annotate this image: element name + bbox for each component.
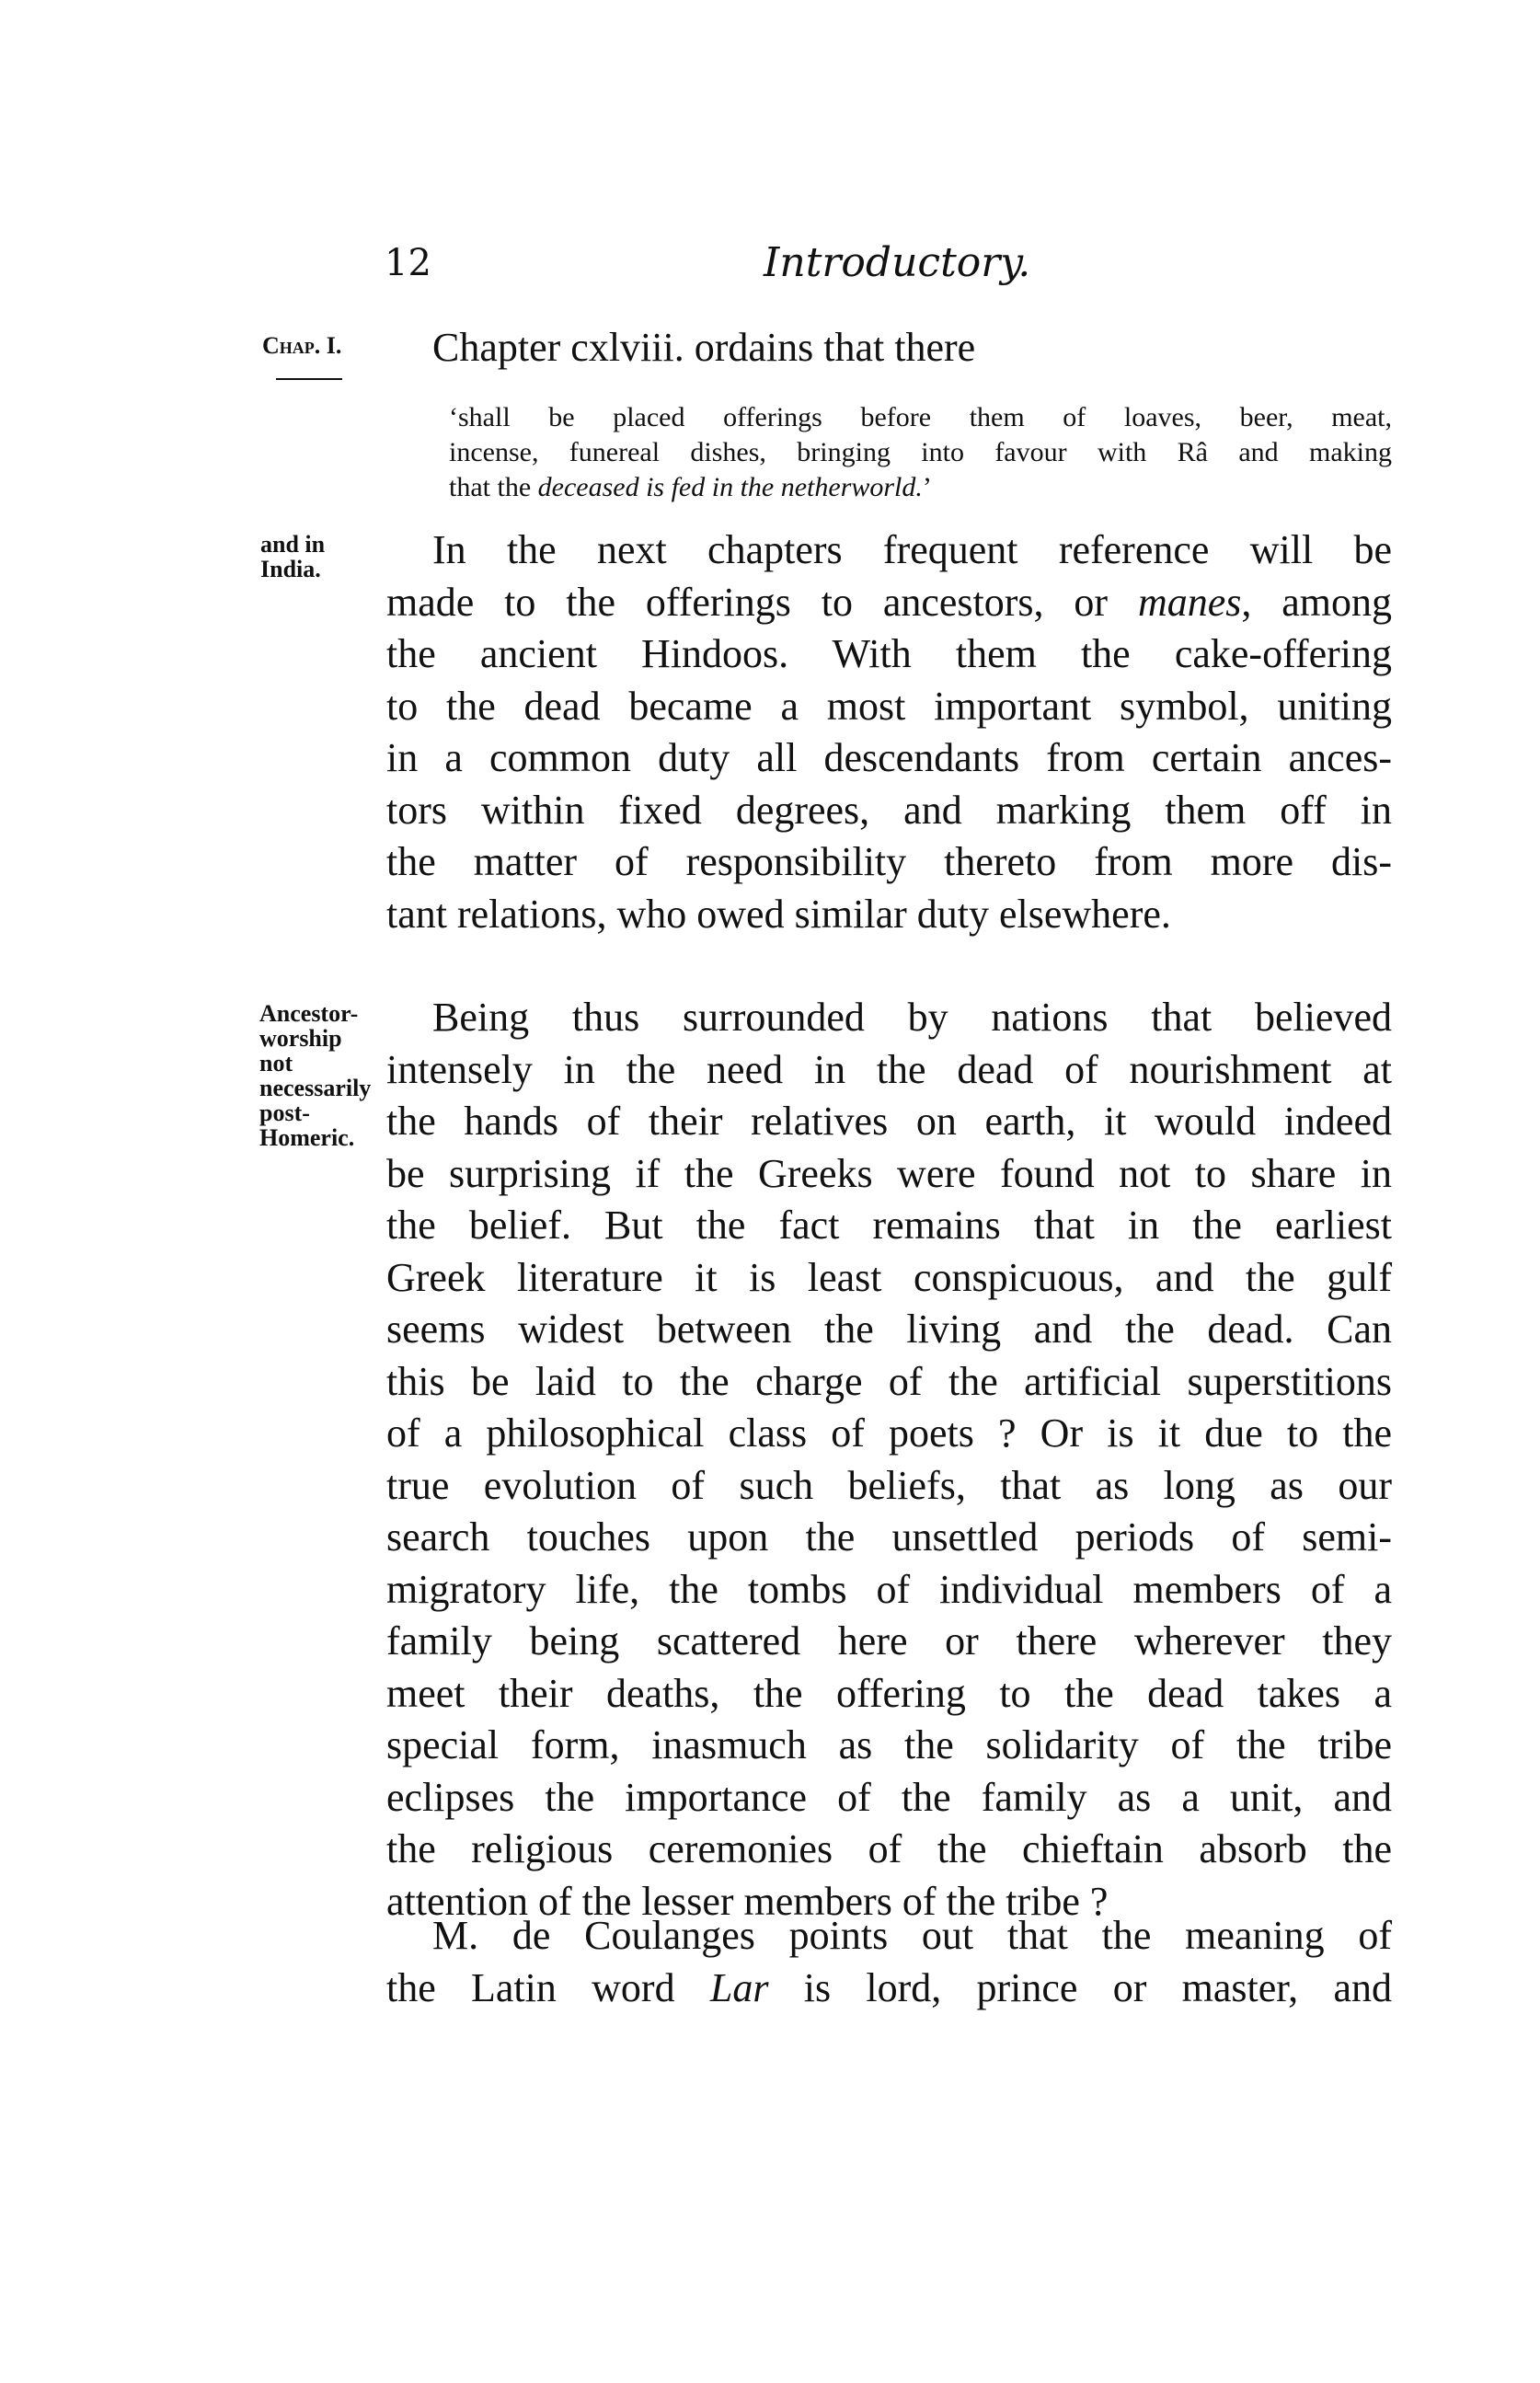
quote-text: that the xyxy=(449,472,538,502)
italic-text: manes xyxy=(1137,579,1242,625)
text-line: in a common duty all descendants from certain ances- xyxy=(386,735,1392,780)
running-head xyxy=(0,236,1540,291)
text-line: eclipses the importance of the family as a unit, and xyxy=(386,1774,1392,1820)
text-span: made to the offerings to ancestors, or xyxy=(386,579,1138,625)
quote-line: incense, funereal dishes, bringing into favour with Râ and making xyxy=(449,437,1392,467)
text-line xyxy=(386,1963,1392,2015)
running-title: Introductory. xyxy=(764,239,1031,286)
text-span: , among xyxy=(1241,579,1392,625)
text-line: search touches upon the unsettled periods of semi- xyxy=(386,1514,1392,1560)
text-line: be surprising if the Greeks were found not to share in xyxy=(386,1150,1392,1196)
text-line xyxy=(386,577,1392,629)
text-span: is lord, prince or master, and xyxy=(768,1964,1392,2010)
text-line: family being scattered here or there wherever they xyxy=(386,1618,1392,1663)
margin-note-line: worship xyxy=(259,1025,342,1052)
block-quote xyxy=(449,400,1392,505)
text-line: tors within fixed degrees, and marking them off in xyxy=(386,787,1392,833)
margin-note-line: Homeric. xyxy=(259,1124,355,1151)
margin-note-ancestor-worship xyxy=(259,1001,381,1150)
text-line: the ancient Hindoos. With them the cake-offering xyxy=(386,631,1392,676)
text-line: of a philosophical class of poets ? Or is it due to the xyxy=(386,1410,1392,1456)
margin-note-line: necessarily xyxy=(259,1075,372,1101)
quote-text: ’ xyxy=(922,472,932,502)
text-line: seems widest between the living and the dead. Can xyxy=(386,1307,1392,1352)
text-line: special form, inasmuch as the solidarity of the tribe xyxy=(386,1722,1392,1767)
margin-note-line: post- xyxy=(259,1099,310,1126)
margin-note-line: India. xyxy=(260,556,321,582)
text-line: attention of the lesser members of the tribe ? xyxy=(386,1878,1109,1924)
quote-italic-text: deceased is fed in the netherworld. xyxy=(537,472,923,502)
quote-line xyxy=(449,470,1392,505)
paragraph-coulanges xyxy=(386,1910,1392,2014)
text-line: the belief. But the fact remains that in the earliest xyxy=(386,1203,1392,1248)
text-line: meet their deaths, the offering to the dead takes a xyxy=(386,1670,1392,1716)
chapter-rule xyxy=(276,378,342,380)
text-line: In the next chapters frequent reference will be xyxy=(432,527,1392,572)
paragraph-india xyxy=(386,524,1392,940)
margin-note-india xyxy=(260,532,352,581)
margin-note-line: not xyxy=(259,1050,293,1076)
text-span: the Latin word xyxy=(386,1964,710,2010)
text-line: Being thus surrounded by nations that believed xyxy=(432,995,1392,1040)
margin-note-chapter: Chap. I. xyxy=(262,332,342,359)
text-line: tant relations, who owed similar duty elsewhere. xyxy=(386,891,1171,937)
text-line: the hands of their relatives on earth, it would indeed xyxy=(386,1099,1392,1144)
italic-text: Lar xyxy=(709,1964,769,2010)
text-line: the religious ceremonies of the chieftain absorb the xyxy=(386,1826,1392,1871)
text-line: this be laid to the charge of the artificial superstitions xyxy=(386,1358,1392,1404)
text-line: true evolution of such beliefs, that as long as our xyxy=(386,1462,1392,1508)
text-line: the matter of responsibility thereto from more dis- xyxy=(386,839,1392,884)
margin-note-line: Ancestor- xyxy=(259,1000,359,1027)
text-line: M. de Coulanges points out that the meaning of xyxy=(432,1913,1392,1958)
quote-line: ‘shall be placed offerings before them of loaves, beer, meat, xyxy=(449,402,1392,432)
text-line: Greek literature it is least conspicuous, and the gulf xyxy=(386,1254,1392,1300)
intro-line: Chapter cxlviii. ordains that there xyxy=(432,325,976,370)
paragraph-ancestor-worship xyxy=(386,992,1392,1928)
margin-note-line: and in xyxy=(260,531,326,558)
text-line: to the dead became a most important symbol, uniting xyxy=(386,683,1392,729)
text-line: migratory life, the tombs of individual members of a xyxy=(386,1566,1392,1612)
text-line: intensely in the need in the dead of nourishment at xyxy=(386,1046,1392,1092)
page-number: 12 xyxy=(385,242,431,284)
